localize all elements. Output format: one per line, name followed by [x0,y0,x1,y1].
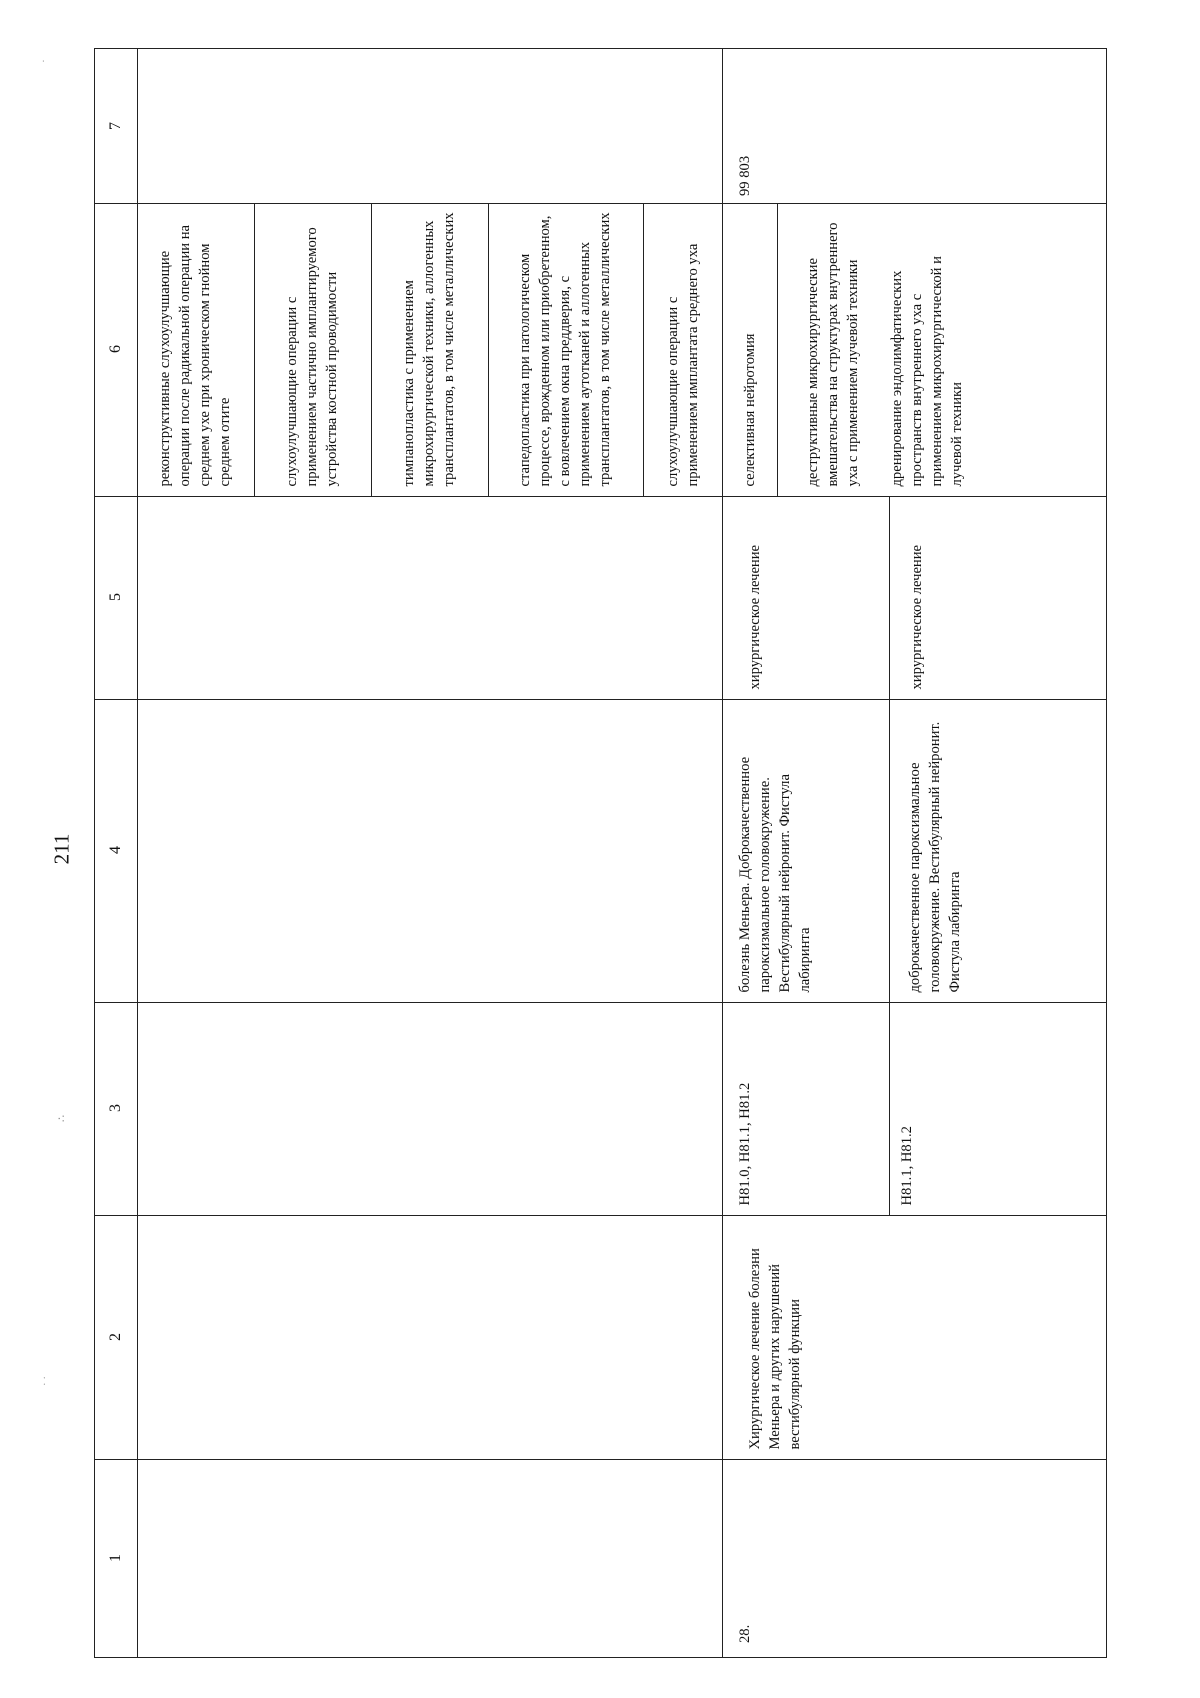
method-cell: стапедопластика при патологическом процессе, врожденном или приобретенном, с вовлечением окна преддверия, с применением аутотканей и аллогенных трансплантатов, в том числе металлических [517,212,613,487]
header-col-3: 3 [107,1104,124,1112]
group-name: Хирургическое лечение болезни Меньера и других нарушений вестибулярной функции [747,1248,803,1450]
header-col-4: 4 [107,846,124,854]
header-col-6: 6 [107,345,124,353]
method-separator [371,203,372,496]
header-col-1: 1 [107,1554,124,1562]
col-separator [95,203,1106,204]
col-separator [95,496,1106,497]
scan-speck: · · [39,1375,52,1387]
method-cell: селективная нейротомия [742,333,758,487]
row-number: 28. [737,1624,753,1643]
header-col-7: 7 [107,122,124,130]
method-cell: реконструктивные слухоулучшающие операции после радикальной операции на среднем ухе при хроническом гнойном среднем отите [157,224,233,487]
method-separator [254,203,255,496]
icd-codes: H81.0, H81.1, H81.2 [737,1082,753,1206]
col-separator [95,1459,1106,1460]
col-separator [95,699,1106,700]
scan-speck: ∴ [56,1115,68,1122]
method-cell: слухоулучшающие операции с применением имплантата среднего уха [665,243,701,487]
col-separator [95,1002,1106,1003]
treatment-type: хирургическое лечение [909,544,925,690]
patient-model: болезнь Меньера. Доброкачественное пароксизмальное головокружение. Вестибулярный нейронит. Фистула лабиринта [737,756,813,993]
row-separator [722,49,723,1657]
icd-codes: H81.1, H81.2 [899,1126,915,1206]
col-separator [95,1215,1106,1216]
header-separator [137,49,138,1657]
norm-cost: 99 803 [737,155,753,196]
header-col-5: 5 [107,593,124,601]
page-number: 211 [49,833,74,865]
method-separator [777,203,778,496]
header-col-2: 2 [107,1333,124,1341]
method-cell: дренирование эндолимфатических пространств внутреннего уха с применением микрохирургической и лучевой техники [889,256,965,487]
treatment-type: хирургическое лечение [747,544,763,690]
method-cell: тимпанопластика с применением микрохирургической техники, аллогенных трансплантатов, в том числе металлических [401,212,457,487]
patient-model: доброкачественное пароксизмальное головокружение. Вестибулярный нейронит. Фистула лабиринта [907,721,963,993]
subrow-separator [889,496,890,1215]
method-separator [643,203,644,496]
scan-speck: · [37,59,50,63]
method-cell: слухоулучшающие операции с применением частично имплантируемого устройства костной проводимости [284,227,340,487]
method-separator [488,203,489,496]
method-cell: деструктивные микрохирургические вмешательства на структурах внутреннего уха с применением лучевой техники [805,222,861,487]
services-table [94,48,1107,1658]
